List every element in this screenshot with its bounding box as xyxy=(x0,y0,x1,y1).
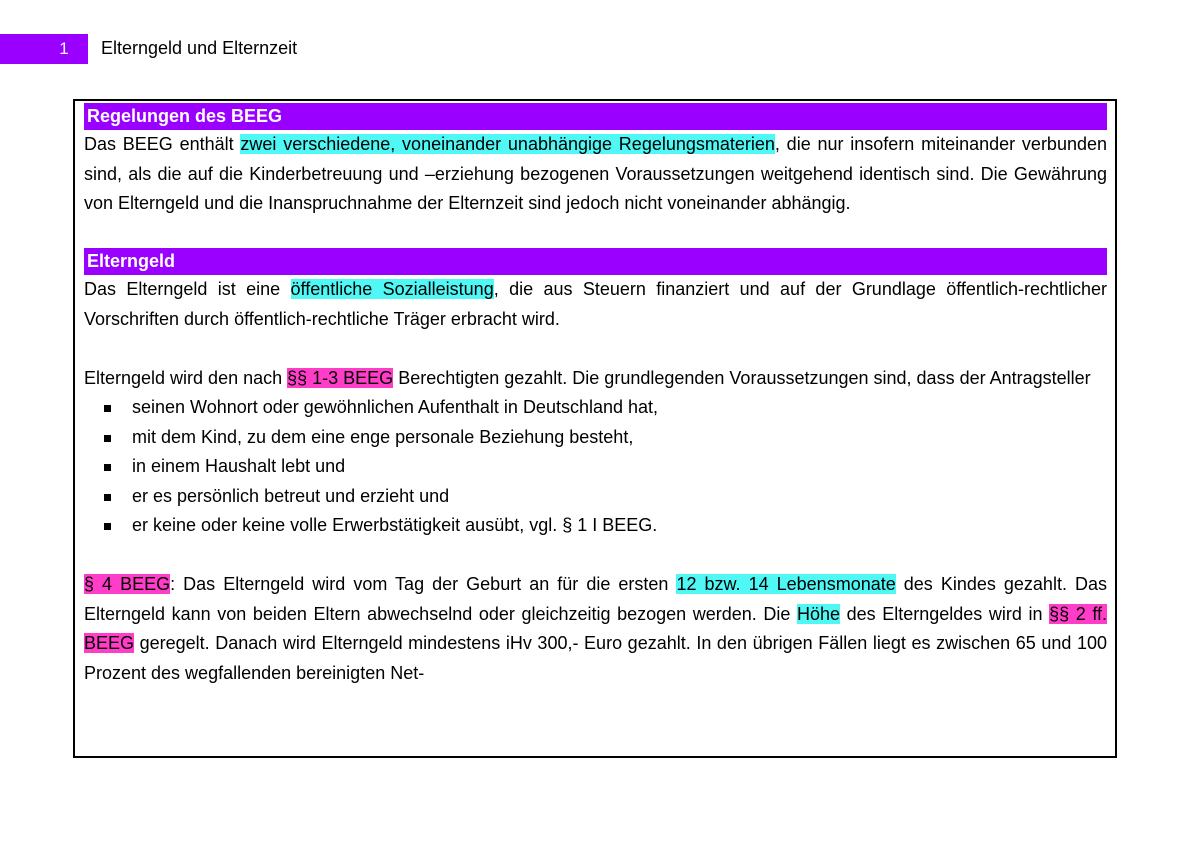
list-item-text: seinen Wohnort oder gewöhnlichen Aufenthalt in Deutschland hat, xyxy=(132,397,659,417)
highlight-cyan: öffentliche Sozialleistung xyxy=(290,279,494,299)
paragraph-berechtigte xyxy=(84,364,1107,394)
highlight-cyan: zwei verschiedene, voneinander unabhängige Regelungsmaterien xyxy=(240,134,775,154)
highlight-cyan: 12 bzw. 14 Lebensmonate xyxy=(676,574,896,594)
list-item-text: er keine oder keine volle Erwerbstätigkeit ausübt, vgl. § 1 I BEEG. xyxy=(132,515,658,535)
square-bullet-icon xyxy=(104,464,111,471)
text-run: Elterngeld wird den nach xyxy=(84,367,288,388)
spacer xyxy=(84,541,1107,571)
section-heading-elterngeld: Elterngeld xyxy=(84,248,1107,275)
section-heading-regelungen: Regelungen des BEEG xyxy=(84,103,1107,130)
text-run: geregelt. Danach wird Elterngeld mindestens iHv 300,- Euro gezahlt. In den übrigen Fällen liegt es zwischen 65 und 100 Prozent des wegfallenden bereinigten Net- xyxy=(84,633,1107,683)
highlight-pink: §§ 2 ff. BEEG xyxy=(84,603,1107,653)
text-run: des Kindes gezahlt. Das Elterngeld kann von beiden Eltern abwechselnd oder gleichzeitig bezogen werden. Die xyxy=(84,574,1107,624)
square-bullet-icon xyxy=(104,405,111,412)
list-item-text: in einem Haushalt lebt und xyxy=(132,456,346,476)
content-body xyxy=(75,101,1115,688)
text-run: , die nur insofern miteinander verbunden sind, als die auf die Kinderbetreuung und –erziehung bezogenen Voraussetzungen weitgehend identisch sind. Die Gewährung von Elterngeld und die Inanspruchnahme der Elternzeit sind jedoch nicht voneinander abhängig. xyxy=(84,134,1107,213)
document-title: Elterngeld und Elternzeit xyxy=(101,38,298,58)
square-bullet-icon xyxy=(104,494,111,501)
text-run: : Das Elterngeld wird vom Tag der Geburt an für die ersten xyxy=(170,574,677,594)
page-header xyxy=(0,34,1200,64)
text-run: des Elterngeldes wird in xyxy=(840,603,1050,624)
list-item xyxy=(98,482,1107,512)
text-run: Das BEEG enthält xyxy=(84,134,241,154)
list-item xyxy=(98,423,1107,453)
highlight-pink: §§ 1-3 BEEG xyxy=(287,367,394,388)
paragraph-sozialleistung xyxy=(84,275,1107,334)
list-item xyxy=(98,511,1107,541)
list-item xyxy=(98,393,1107,423)
content-box xyxy=(73,99,1117,758)
page-number: 1 xyxy=(59,39,69,58)
page-number-tab xyxy=(0,34,88,64)
paragraph-lebensmonate xyxy=(84,570,1107,688)
requirements-list xyxy=(84,393,1107,541)
square-bullet-icon xyxy=(104,523,111,530)
text-run: , die aus Steuern finanziert und auf der Grundlage öffentlich-rechtlicher Vorschriften durch öffentlich-rechtliche Träger erbracht wird. xyxy=(84,279,1107,329)
list-item-text: er es persönlich betreut und erzieht und xyxy=(132,485,450,506)
highlight-cyan: Höhe xyxy=(796,603,841,624)
list-item-text: mit dem Kind, zu dem eine enge personale Beziehung besteht, xyxy=(132,426,634,447)
square-bullet-icon xyxy=(104,435,111,442)
spacer xyxy=(84,334,1107,364)
spacer xyxy=(84,219,1107,249)
highlight-pink: § 4 BEEG xyxy=(84,574,171,594)
text-run: Das Elterngeld ist eine xyxy=(84,279,291,299)
text-run: Berechtigten gezahlt. Die grundlegenden Voraussetzungen sind, dass der Antragsteller xyxy=(393,367,1091,388)
list-item xyxy=(98,452,1107,482)
paragraph-regelungen xyxy=(84,130,1107,219)
